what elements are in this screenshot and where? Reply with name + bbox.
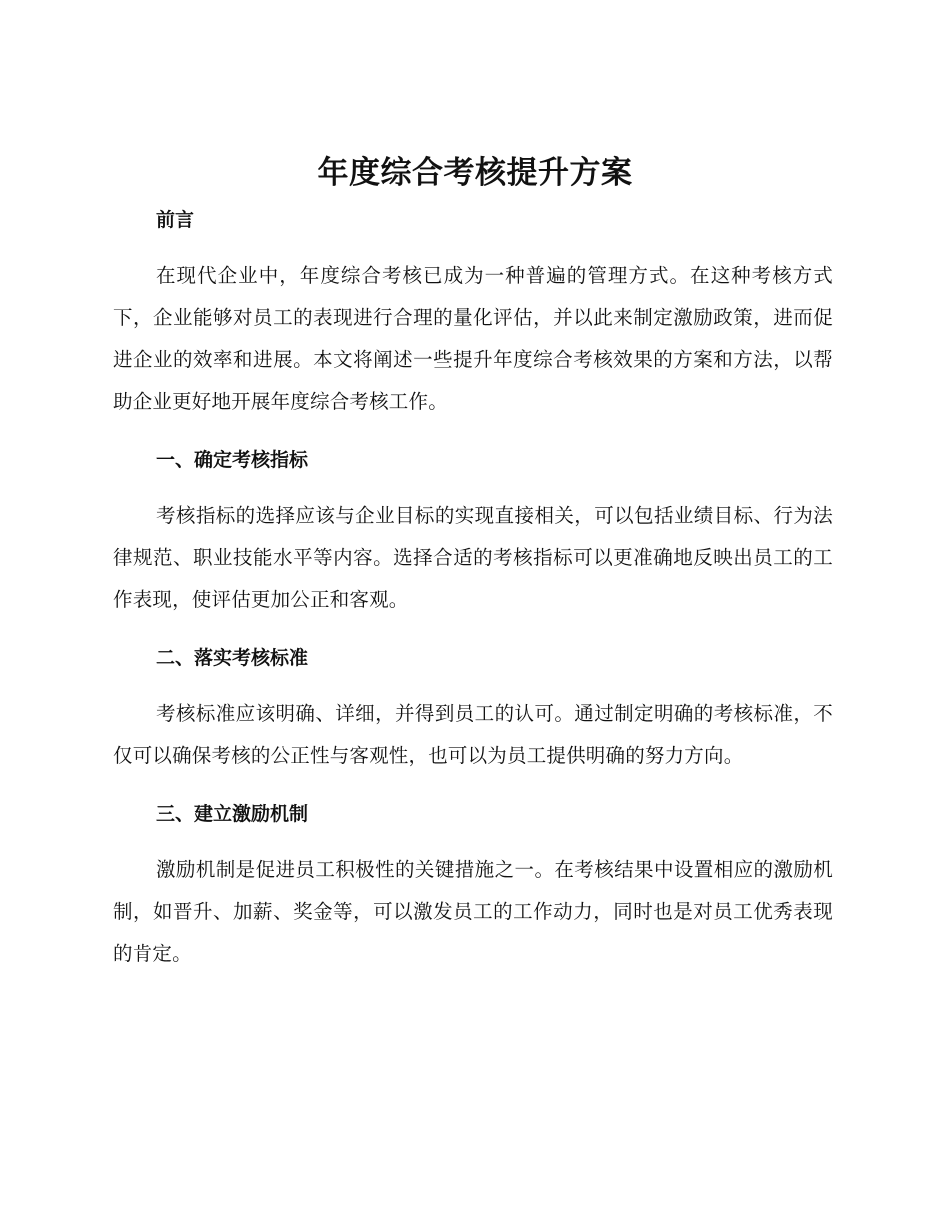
section-heading: 三、建立激励机制 <box>156 803 309 825</box>
section-heading: 前言 <box>156 209 195 231</box>
section-paragraph: 激励机制是促进员工积极性的关键措施之一。在考核结果中设置相应的激励机制，如晋升、加薪、奖金等，可以激发员工的工作动力，同时也是对员工优秀表现的肯定。 <box>113 858 833 965</box>
section-assessment-standards <box>113 641 833 777</box>
document-body <box>113 203 833 975</box>
document-title: 年度综合考核提升方案 <box>317 155 633 191</box>
section-paragraph: 考核指标的选择应该与企业目标的实现直接相关，可以包括业绩目标、行为法律规范、职业技能水平等内容。选择合适的考核指标可以更准确地反映出员工的工作表现，使评估更加公正和客观。 <box>113 504 833 611</box>
section-heading: 一、确定考核指标 <box>156 449 309 471</box>
section-paragraph: 考核标准应该明确、详细，并得到员工的认可。通过制定明确的考核标准，不仅可以确保考核的公正性与客观性，也可以为员工提供明确的努力方向。 <box>113 702 833 767</box>
section-heading: 二、落实考核标准 <box>156 647 309 669</box>
section-preface <box>113 203 833 423</box>
section-paragraph: 在现代企业中，年度综合考核已成为一种普遍的管理方式。在这种考核方式下，企业能够对员工的表现进行合理的量化评估，并以此来制定激励政策，进而促进企业的效率和进展。本文将阐述一些提升年度综合考核效果的方案和方法，以帮助企业更好地开展年度综合考核工作。 <box>113 264 833 413</box>
section-assessment-indicators <box>113 443 833 621</box>
section-incentive-mechanism <box>113 797 833 975</box>
